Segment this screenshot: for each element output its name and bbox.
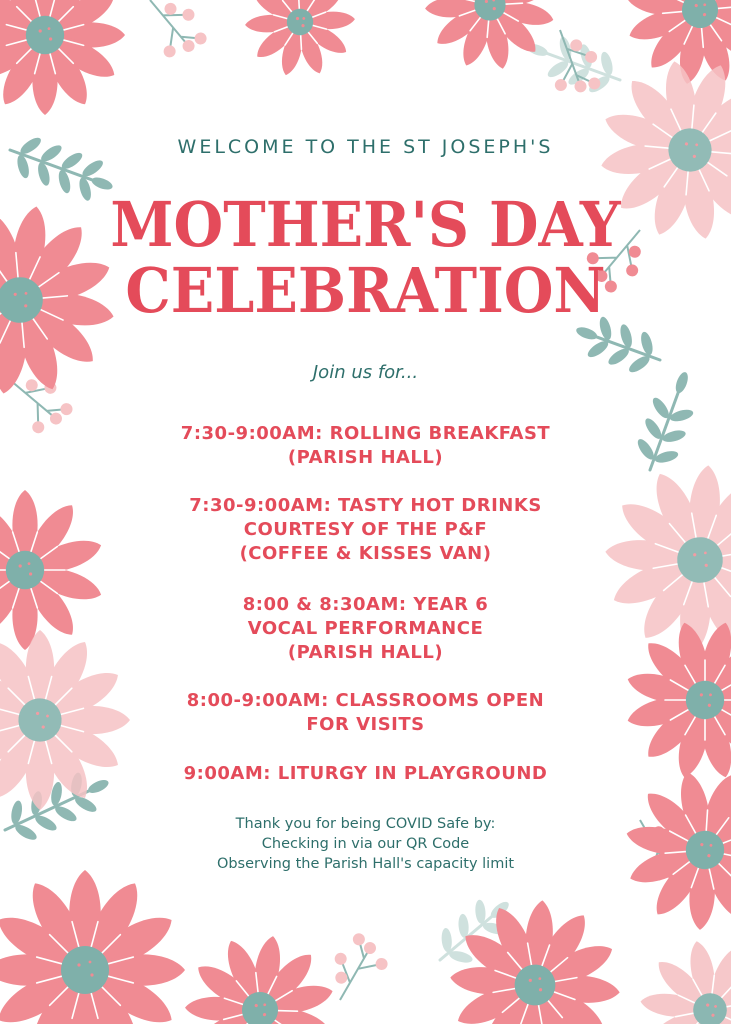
flower-icon <box>172 923 348 1024</box>
flower-icon <box>233 0 368 89</box>
event-line: (PARISH HALL) <box>287 447 444 468</box>
event-line: 7:30-9:00AM: ROLLING BREAKFAST <box>180 423 551 444</box>
title-line-1: MOTHER'S DAY <box>110 188 621 261</box>
flower-icon <box>617 917 731 1024</box>
berry-sprig-icon <box>132 0 214 68</box>
event-line: FOR VISITS <box>306 714 425 735</box>
covid-notice <box>0 814 731 874</box>
flower-icon <box>0 0 125 115</box>
covid-line: Checking in via our QR Code <box>261 836 470 852</box>
event-line: 8:00-9:00AM: CLASSROOMS OPEN <box>186 690 545 711</box>
event-line: 8:00 & 8:30AM: YEAR 6 <box>242 594 489 615</box>
intro-text: WELCOME TO THE ST JOSEPH'S <box>177 136 554 158</box>
event-line: COURTESY OF THE P&F <box>243 519 488 540</box>
event-item <box>0 593 731 665</box>
event-item <box>0 494 731 566</box>
covid-line: Thank you for being COVID Safe by: <box>235 816 496 832</box>
flower-icon <box>419 0 561 76</box>
event-line: (PARISH HALL) <box>287 642 444 663</box>
event-line: 7:30-9:00AM: TASTY HOT DRINKS <box>189 495 542 516</box>
berry-sprig-icon <box>317 928 394 1012</box>
event-item <box>0 422 731 470</box>
event-line: VOCAL PERFORMANCE <box>247 618 484 639</box>
title-line-2: CELEBRATION <box>125 254 606 327</box>
flower-icon <box>0 870 185 1024</box>
covid-line: Observing the Parish Hall's capacity limit <box>216 856 515 872</box>
event-item <box>0 762 731 786</box>
event-line: (COFFEE & KISSES VAN) <box>239 543 492 564</box>
join-text: Join us for... <box>312 362 419 383</box>
event-line: 9:00AM: LITURGY IN PLAYGROUND <box>183 763 548 784</box>
event-item <box>0 689 731 737</box>
leaf-branch-icon <box>519 24 628 102</box>
